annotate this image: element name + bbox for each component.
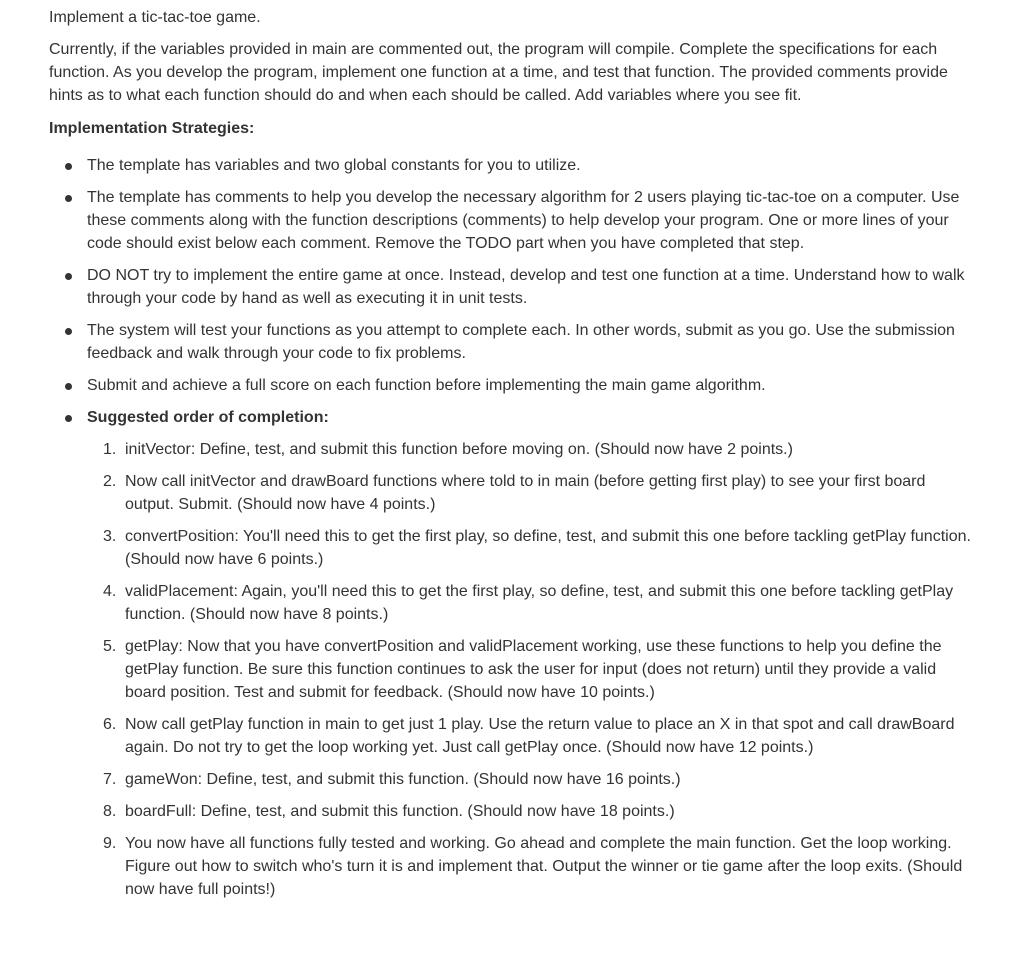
order-text: validPlacement: Again, you'll need this to get the first play, so define, test, and submit this one before tackling getPlay function. (Should now have 8 points.) xyxy=(125,583,954,623)
strategy-text: DO NOT try to implement the entire game at once. Instead, develop and test one function at a time. Understand how to walk through your code by hand as well as executing it in unit tests. xyxy=(87,267,965,307)
order-item xyxy=(103,768,974,791)
order-item xyxy=(103,713,974,759)
order-item xyxy=(103,525,974,571)
order-item xyxy=(103,635,974,704)
strategy-text: The template has variables and two global constants for you to utilize. xyxy=(87,157,581,174)
instructions-paragraph: Currently, if the variables provided in main are commented out, the program will compile. Complete the specifications for each function. As you develop the program, implement one function at a time, and test that function. The provided comments provide hints as to what each function should do and when each should be called. Add variables where you see fit. xyxy=(49,41,948,104)
order-text: convertPosition: You'll need this to get the first play, so define, test, and submit this one before tackling getPlay function. (Should now have 6 points.) xyxy=(125,528,971,568)
order-list xyxy=(87,438,974,901)
order-text: Now call initVector and drawBoard functions where told to in main (before getting first play) to see your first board output. Submit. (Should now have 4 points.) xyxy=(125,473,926,513)
strategy-text: The template has comments to help you develop the necessary algorithm for 2 users playing tic-tac-toe on a computer. Use these comments along with the function descriptions (comments) to help develop your program. One or more lines of your code should exist below each comment. Remove the TODO part when you have completed that step. xyxy=(87,189,960,252)
order-text: Now call getPlay function in main to get just 1 play. Use the return value to place an X in that spot and call drawBoard again. Do not try to get the loop working yet. Just call getPlay once. (Should now have 12 points.) xyxy=(125,716,955,756)
order-text: getPlay: Now that you have convertPosition and validPlacement working, use these functions to help you define the getPlay function. Be sure this function continues to ask the user for input (does not return) until they provide a valid board position. Test and submit for feedback. (Should now have 10 points.) xyxy=(125,638,942,701)
order-number: 7. xyxy=(103,771,117,788)
order-item xyxy=(103,470,974,516)
order-number: 4. xyxy=(103,583,117,600)
order-number: 3. xyxy=(103,528,117,545)
bullet-icon xyxy=(65,195,72,202)
bullet-icon xyxy=(65,273,72,280)
order-item xyxy=(103,800,974,823)
intro-text: Implement a tic-tac-toe game. xyxy=(49,9,261,26)
order-number: 6. xyxy=(103,716,117,733)
order-item xyxy=(103,438,974,461)
bullet-icon xyxy=(65,415,72,422)
order-number: 1. xyxy=(103,441,117,458)
order-item xyxy=(103,580,974,626)
strategy-text: The system will test your functions as you attempt to complete each. In other words, submit as you go. Use the submission feedback and walk through your code to fix problems. xyxy=(87,322,955,362)
strategy-text: Submit and achieve a full score on each function before implementing the main game algorithm. xyxy=(87,377,766,394)
bullet-icon xyxy=(65,328,72,335)
suggested-order-label: Suggested order of completion: xyxy=(87,409,329,426)
order-text: boardFull: Define, test, and submit this function. (Should now have 18 points.) xyxy=(125,803,675,820)
strategy-item-suggested-order xyxy=(87,406,974,901)
strategy-item xyxy=(87,319,974,365)
strategy-item xyxy=(87,154,974,177)
order-number: 9. xyxy=(103,835,117,852)
strategy-item xyxy=(87,374,974,397)
bullet-icon xyxy=(65,383,72,390)
strategy-item xyxy=(87,186,974,255)
bullet-icon xyxy=(65,163,72,170)
order-number: 8. xyxy=(103,803,117,820)
order-text: gameWon: Define, test, and submit this function. (Should now have 16 points.) xyxy=(125,771,681,788)
strategy-item xyxy=(87,264,974,310)
order-text: You now have all functions fully tested and working. Go ahead and complete the main function. Get the loop working. Figure out how to switch who's turn it is and implement that. Output the winner or tie game after the loop exits. (Should now have full points!) xyxy=(125,835,963,898)
order-number: 5. xyxy=(103,638,117,655)
order-text: initVector: Define, test, and submit this function before moving on. (Should now have 2 points.) xyxy=(125,441,793,458)
order-item xyxy=(103,832,974,901)
strategies-heading: Implementation Strategies: xyxy=(49,120,255,137)
strategies-list xyxy=(49,154,974,901)
order-number: 2. xyxy=(103,473,117,490)
